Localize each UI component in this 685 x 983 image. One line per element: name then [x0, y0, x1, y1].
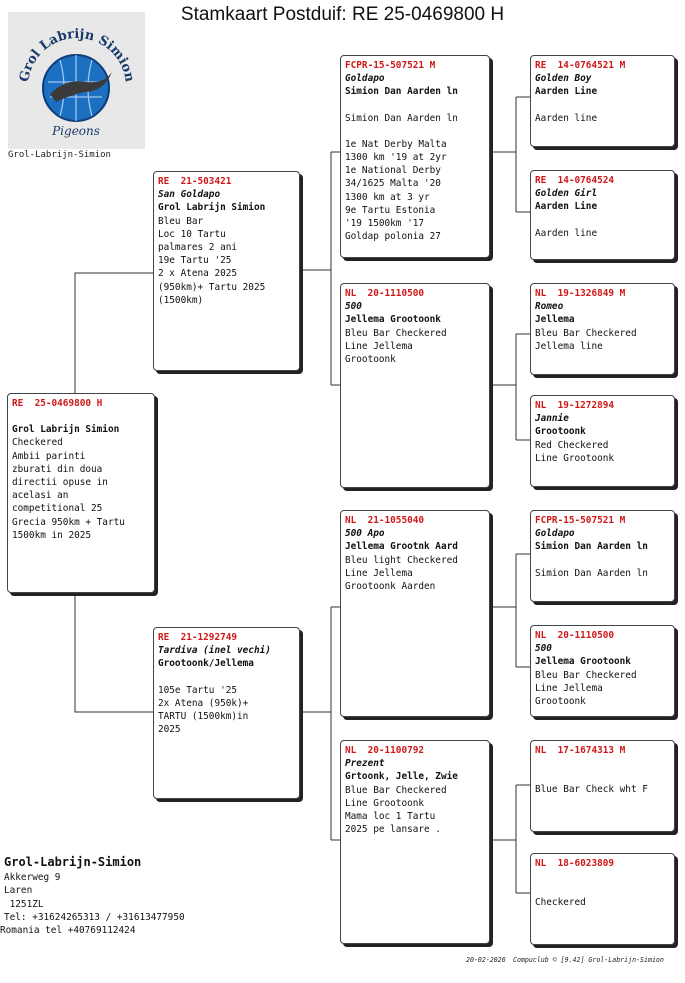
- breeder-name: Grol Labrijn Simion: [158, 202, 266, 214]
- ring-number: NL 19-1326849 M: [535, 288, 626, 299]
- address-line: 1251ZL: [4, 898, 44, 910]
- info-line: 105e Tartu '25: [158, 684, 238, 696]
- pigeon-name: Goldapo: [535, 528, 575, 540]
- ring-number: NL 19-1272894: [535, 400, 615, 411]
- info-line: 1500km in 2025: [12, 529, 92, 541]
- info-line: Blue Bar Checkered: [345, 784, 447, 796]
- pigeon-name: Golden Girl: [535, 188, 598, 200]
- pigeon-name: Prezent: [345, 758, 385, 770]
- info-line: Aarden line: [535, 112, 598, 124]
- pigeon-name: Goldapo: [345, 73, 385, 85]
- logo-caption: Grol-Labrijn-Simion: [8, 150, 111, 160]
- info-line: 2x Atena (950k)+: [158, 697, 249, 709]
- pigeon-name: Tardiva (inel vechi): [158, 645, 271, 657]
- footer-software: Compuclub © [9.42] Grol-Labrijn-Simion: [513, 956, 664, 964]
- info-line: directii opuse in: [12, 477, 108, 489]
- pedigree-card-sire-sire[interactable]: [340, 55, 490, 258]
- info-line: 2025 pe lansare .: [345, 824, 441, 836]
- info-line: zburati din doua: [12, 463, 103, 475]
- ring-number: RE 21-1292749: [158, 632, 238, 643]
- info-line: Simion Dan Aarden ln: [345, 112, 458, 124]
- pigeon-name: San Goldapo: [158, 189, 221, 201]
- breeder-name: Jellema: [535, 314, 575, 326]
- breeder-name: Jellema Grootnk Aard: [345, 541, 458, 553]
- ring-number: RE 21-503421: [158, 176, 232, 187]
- pedigree-card-subject[interactable]: [7, 393, 155, 593]
- info-line: Aarden line: [535, 227, 598, 239]
- ring-number: RE 25-0469800 H: [12, 398, 103, 409]
- breeder-name: Grol Labrijn Simion: [12, 424, 120, 436]
- info-line: Goldap polonia 27: [345, 231, 441, 243]
- ring-number: NL 20-1110500: [535, 630, 615, 641]
- pedigree-card-dam-dam[interactable]: [340, 740, 490, 944]
- info-line: '19 1500km '17: [345, 218, 425, 230]
- address-line: Akkerweg 9: [4, 872, 61, 884]
- info-line: Bleu Bar Checkered: [535, 669, 637, 681]
- svg-text:Grol Labrijn Simion: Grol Labrijn Simion: [17, 26, 137, 84]
- info-line: Mama loc 1 Tartu: [345, 811, 436, 823]
- info-line: palmares 2 ani: [158, 242, 238, 254]
- breeder-name: Aarden Line: [535, 86, 598, 98]
- info-line: [345, 125, 485, 138]
- pigeon-name: Romeo: [535, 301, 564, 313]
- info-line: Grootoonk: [345, 354, 396, 366]
- info-line: Line Jellema: [345, 567, 413, 579]
- info-line: [535, 870, 670, 883]
- pedigree-card-sds[interactable]: [530, 283, 675, 375]
- info-line: Bleu Bar: [158, 215, 204, 227]
- info-line: 19e Tartu '25: [158, 255, 232, 267]
- phone-line: Tel: +31624265313 / +31613477950: [4, 911, 185, 923]
- info-line: Line Grootoonk: [345, 797, 425, 809]
- info-line: [345, 99, 485, 112]
- pigeon-name: [12, 410, 150, 423]
- info-line: Ambii parinti: [12, 450, 86, 462]
- breeder-name: Grtoonk, Jelle, Zwie: [345, 771, 458, 783]
- info-line: 1300 km '19 at 2yr: [345, 152, 447, 164]
- info-line: [535, 757, 670, 770]
- svg-text:Pigeons: Pigeons: [52, 124, 100, 138]
- info-line: acelasi an: [12, 490, 69, 502]
- ring-number: FCPR-15-507521 M: [535, 515, 626, 526]
- pigeon-name: 500: [535, 643, 552, 655]
- phone-line: Romania tel +40769112424: [0, 925, 136, 937]
- info-line: 2025: [158, 724, 181, 736]
- owner-contact-block: [0, 855, 185, 937]
- pedigree-card-sss[interactable]: [530, 55, 675, 147]
- info-line: [535, 883, 670, 896]
- info-line: [535, 99, 670, 112]
- address-line: Laren: [4, 885, 33, 897]
- ring-number: NL 17-1674313 M: [535, 745, 626, 756]
- info-line: 34/1625 Malta '20: [345, 178, 441, 190]
- info-line: Grootoonk: [535, 696, 586, 708]
- info-line: [158, 671, 295, 684]
- info-line: Checkered: [535, 897, 586, 909]
- info-line: Jellema line: [535, 340, 603, 352]
- info-line: [535, 554, 670, 567]
- info-line: Bleu Bar Checkered: [535, 327, 637, 339]
- owner-name: Grol-Labrijn-Simion: [4, 855, 142, 869]
- info-line: Checkered: [12, 437, 63, 449]
- info-line: (1500km): [158, 294, 204, 306]
- breeder-name: Aarden Line: [535, 201, 598, 213]
- pedigree-card-ssd[interactable]: [530, 170, 675, 260]
- info-line: Simion Dan Aarden ln: [535, 567, 648, 579]
- pedigree-card-dsd[interactable]: [530, 625, 675, 717]
- info-line: 1e National Derby: [345, 165, 441, 177]
- pedigree-card-sire-dam[interactable]: [340, 283, 490, 488]
- info-line: Bleu Bar Checkered: [345, 327, 447, 339]
- info-line: 9e Tartu Estonia: [345, 204, 436, 216]
- ring-number: FCPR-15-507521 M: [345, 60, 436, 71]
- info-line: Blue Bar Check wht F: [535, 784, 648, 796]
- pedigree-card-dam[interactable]: [153, 627, 300, 799]
- pedigree-card-dss[interactable]: [530, 510, 675, 602]
- breeder-name: Simion Dan Aarden ln: [345, 86, 458, 98]
- breeder-name: Simion Dan Aarden ln: [535, 541, 648, 553]
- ring-number: NL 21-1055040: [345, 515, 425, 526]
- info-line: Grootoonk Aarden: [345, 581, 436, 593]
- info-line: Loc 10 Tartu: [158, 228, 226, 240]
- info-line: 1300 km at 3 yr: [345, 191, 430, 203]
- breeder-name: Grootoonk: [535, 426, 586, 438]
- info-line: [535, 214, 670, 227]
- info-line: 1e Nat Derby Malta: [345, 138, 447, 150]
- info-line: Line Jellema: [535, 682, 603, 694]
- pedigree-card-dam-sire[interactable]: [340, 510, 490, 717]
- ring-number: RE 14-0764521 M: [535, 60, 626, 71]
- info-line: competitional 25: [12, 503, 103, 515]
- info-line: (950km)+ Tartu 2025: [158, 281, 266, 293]
- pigeon-name: 500 Apo: [345, 528, 385, 540]
- ring-number: NL 18-6023809: [535, 858, 615, 869]
- ring-number: NL 20-1100792: [345, 745, 425, 756]
- info-line: Line Grootoonk: [535, 452, 615, 464]
- ring-number: NL 20-1110500: [345, 288, 425, 299]
- pigeon-name: 500: [345, 301, 362, 313]
- breeder-name: Grootoonk/Jellema: [158, 658, 254, 670]
- pigeon-name: Golden Boy: [535, 73, 592, 85]
- pedigree-card-sdd[interactable]: [530, 395, 675, 487]
- info-line: TARTU (1500km)in: [158, 711, 249, 723]
- pedigree-card-dds[interactable]: [530, 740, 675, 832]
- ring-number: RE 14-0764524: [535, 175, 615, 186]
- pedigree-card-sire[interactable]: [153, 171, 300, 371]
- info-line: Bleu light Checkered: [345, 554, 458, 566]
- info-line: Line Jellema: [345, 340, 413, 352]
- breeder-name: Jellema Grootoonk: [345, 314, 441, 326]
- footer-date: 20-02-2026: [466, 956, 506, 964]
- pigeon-name: Jannie: [535, 413, 569, 425]
- breeder-name: Jellema Grootoonk: [535, 656, 631, 668]
- info-line: Grecia 950km + Tartu: [12, 516, 125, 528]
- info-line: 2 x Atena 2025: [158, 268, 238, 280]
- pedigree-card-ddd[interactable]: [530, 853, 675, 945]
- page-title: Stamkaart Postduif: RE 25-0469800 H: [180, 4, 505, 25]
- info-line: Red Checkered: [535, 439, 609, 451]
